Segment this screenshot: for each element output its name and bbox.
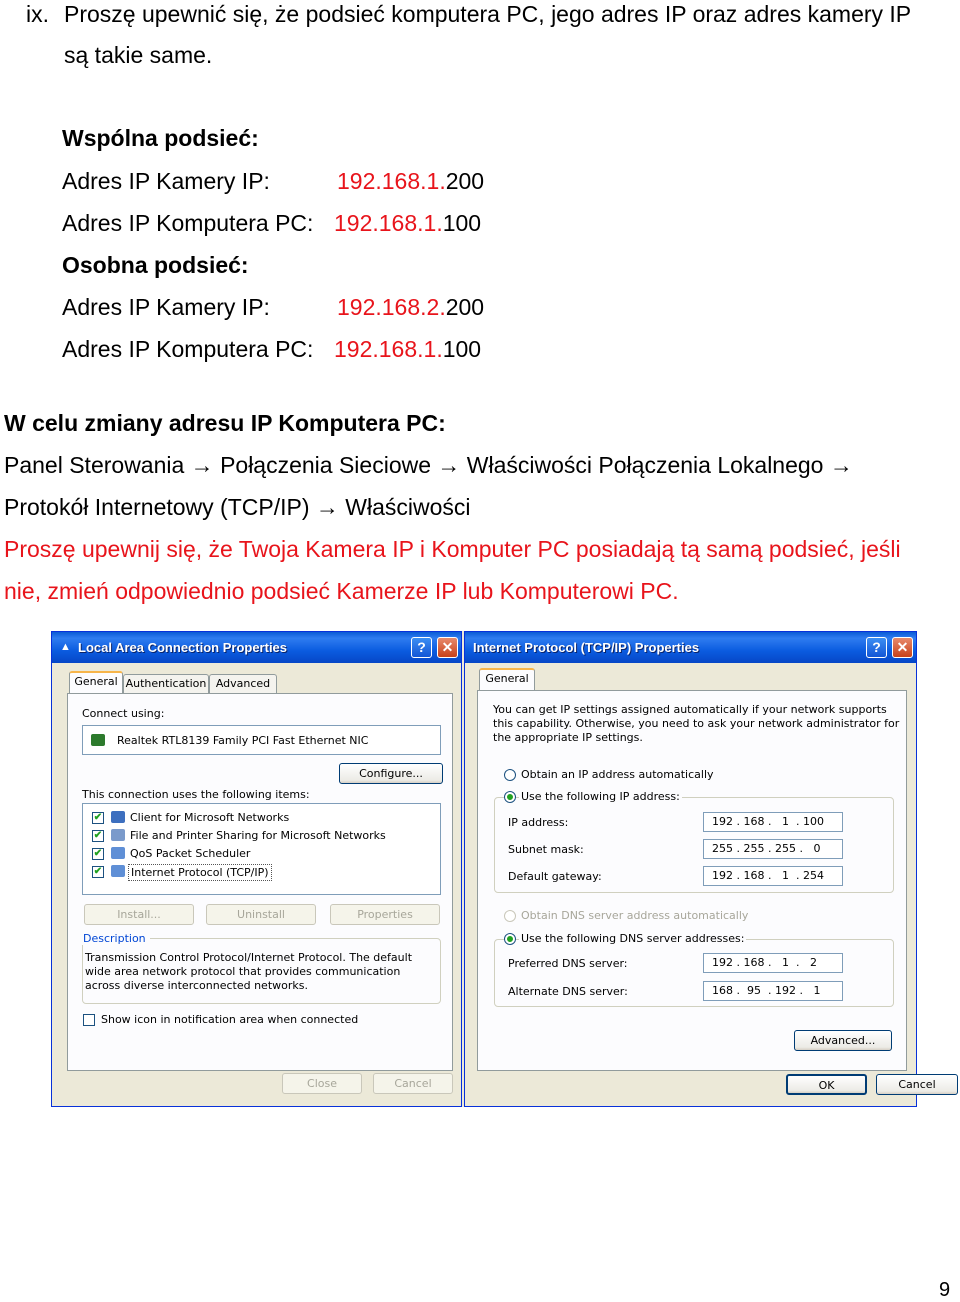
ip-address-label: IP address: <box>508 816 569 829</box>
help-button[interactable]: ? <box>866 637 887 658</box>
ip-address-input[interactable]: 192 . 168 . 1 . 100 <box>703 812 843 832</box>
show-icon-label: Show icon in notification area when connected <box>101 1013 359 1026</box>
tcpip-titlebar <box>465 632 916 663</box>
subnet-mask-input[interactable]: 255 . 255 . 255 . 0 <box>703 839 843 859</box>
nav-path-line1: Panel Sterowania → Połączenia Sieciowe → Właściwości Połączenia Lokalnego → <box>4 452 853 478</box>
item-checkbox-client[interactable]: ✔ <box>93 812 103 823</box>
cancel-button[interactable]: Cancel <box>373 1073 453 1094</box>
lan-general-panel <box>67 693 453 1071</box>
intro-line1: You can get IP settings assigned automatically if your network supports <box>493 703 887 716</box>
connect-using-label: Connect using: <box>82 707 165 720</box>
lan-titlebar <box>52 632 461 663</box>
intro-line2: this capability. Otherwise, you need to ask your network administrator for <box>493 717 900 730</box>
separate-subnet-heading: Osobna podsieć: <box>62 252 249 278</box>
same-camera-label: Adres IP Kamery IP: <box>62 168 270 194</box>
sep-camera-ip: 192.168.2.200 <box>337 294 485 320</box>
use-dns-label: Use the following DNS server addresses: <box>521 932 745 945</box>
lan-properties-dialog <box>51 631 462 1107</box>
sep-pc-ip: 192.168.1.100 <box>334 336 482 362</box>
help-button[interactable]: ? <box>411 637 432 658</box>
list-item[interactable]: Internet Protocol (TCP/IP) <box>128 864 272 881</box>
uninstall-button[interactable]: Uninstall <box>206 904 316 925</box>
tcpip-title: Internet Protocol (TCP/IP) Properties <box>473 640 700 655</box>
description-line3: across diverse interconnected networks. <box>85 979 308 992</box>
use-ip-radio[interactable] <box>504 791 516 803</box>
windows-screenshot <box>51 631 936 1107</box>
obtain-ip-auto-radio[interactable] <box>504 769 516 781</box>
subnet-mask-label: Subnet mask: <box>508 843 584 856</box>
adapter-name: Realtek RTL8139 Family PCI Fast Ethernet NIC <box>117 734 369 747</box>
install-button[interactable]: Install... <box>84 904 194 925</box>
advanced-button[interactable]: Advanced... <box>794 1030 892 1051</box>
tab-advanced[interactable]: Advanced <box>209 674 277 694</box>
nic-icon <box>91 734 105 746</box>
items-label: This connection uses the following items: <box>82 788 310 801</box>
same-pc-label: Adres IP Komputera PC: <box>62 210 314 236</box>
close-icon[interactable]: ✕ <box>892 637 913 658</box>
alternate-dns-input[interactable]: 168 . 95 . 192 . 1 <box>703 981 843 1001</box>
note-line2: nie, zmień odpowiednio podsieć Kamerze IP lub Komputerowi PC. <box>4 578 679 604</box>
list-item[interactable]: QoS Packet Scheduler <box>130 847 251 860</box>
preferred-dns-label: Preferred DNS server: <box>508 957 628 970</box>
change-ip-heading: W celu zmiany adresu IP Komputera PC: <box>4 410 446 436</box>
properties-button[interactable]: Properties <box>330 904 440 925</box>
components-list[interactable] <box>82 803 441 895</box>
description-title: Description <box>79 932 150 945</box>
adapter-field <box>82 725 441 755</box>
qos-icon <box>111 847 125 859</box>
lan-title: Local Area Connection Properties <box>78 640 288 655</box>
preferred-dns-input[interactable]: 192 . 168 . 1 . 2 <box>703 953 843 973</box>
description-line2: wide area network protocol that provides communication <box>85 965 401 978</box>
same-pc-ip: 192.168.1.100 <box>334 210 482 236</box>
configure-button[interactable]: Configure... <box>339 763 443 784</box>
tab-authentication[interactable]: Authentication <box>123 674 209 694</box>
client-icon <box>111 811 125 823</box>
sharing-icon <box>111 829 125 841</box>
default-gateway-label: Default gateway: <box>508 870 602 883</box>
obtain-dns-auto-label: Obtain DNS server address automatically <box>521 909 749 922</box>
network-icon: ▲ <box>60 641 71 653</box>
close-icon[interactable]: ✕ <box>437 637 458 658</box>
sep-camera-label: Adres IP Kamery IP: <box>62 294 270 320</box>
intro-line3: the appropriate IP settings. <box>493 731 643 744</box>
item-text-line2: są takie same. <box>64 42 213 68</box>
use-ip-label: Use the following IP address: <box>521 790 680 803</box>
list-item[interactable]: Client for Microsoft Networks <box>130 811 290 824</box>
alternate-dns-label: Alternate DNS server: <box>508 985 628 998</box>
same-subnet-heading: Wspólna podsieć: <box>62 125 259 151</box>
list-marker: ix. <box>26 1 49 27</box>
close-button[interactable]: Close <box>282 1073 362 1094</box>
same-camera-ip: 192.168.1.200 <box>337 168 485 194</box>
show-icon-checkbox[interactable] <box>83 1014 95 1026</box>
ok-button[interactable]: OK <box>786 1074 867 1095</box>
tcpip-general-panel <box>477 690 907 1071</box>
list-item[interactable]: File and Printer Sharing for Microsoft Networks <box>130 829 386 842</box>
tab-general[interactable]: General <box>479 668 535 690</box>
use-dns-radio[interactable] <box>504 933 516 945</box>
item-checkbox-tcpip[interactable]: ✔ <box>93 866 103 877</box>
item-checkbox-qos[interactable]: ✔ <box>93 848 103 859</box>
item-checkbox-sharing[interactable]: ✔ <box>93 830 103 841</box>
default-gateway-input[interactable]: 192 . 168 . 1 . 254 <box>703 866 843 886</box>
description-group <box>82 932 441 1004</box>
description-line1: Transmission Control Protocol/Internet Protocol. The default <box>85 951 413 964</box>
cancel-button[interactable]: Cancel <box>876 1074 958 1095</box>
item-text-line1: Proszę upewnić się, że podsieć komputera PC, jego adres IP oraz adres kamery IP <box>64 1 912 27</box>
sep-pc-label: Adres IP Komputera PC: <box>62 336 314 362</box>
tcpip-properties-dialog <box>464 631 936 1107</box>
page-number: 9 <box>939 1279 951 1301</box>
obtain-dns-auto-radio[interactable] <box>504 910 516 922</box>
protocol-icon <box>111 865 125 877</box>
obtain-ip-auto-label: Obtain an IP address automatically <box>521 768 714 781</box>
note-line1: Proszę upewnij się, że Twoja Kamera IP i Komputer PC posiadają tą samą podsieć, jeśli <box>4 536 901 562</box>
nav-path-line2: Protokół Internetowy (TCP/IP) → Właściwości <box>4 494 471 520</box>
tab-general[interactable]: General <box>69 671 123 693</box>
